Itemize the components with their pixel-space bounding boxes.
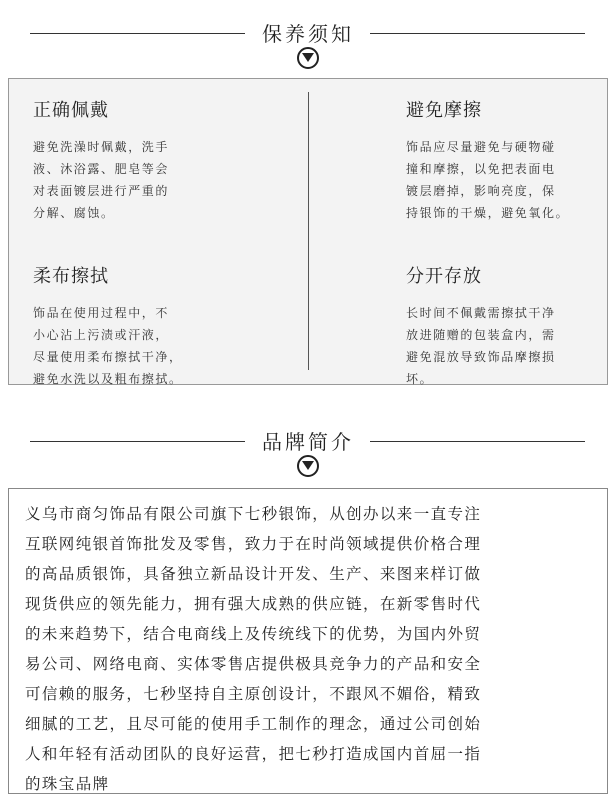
care-item-heading: 避免摩擦 bbox=[406, 100, 482, 121]
care-item-description bbox=[406, 136, 586, 224]
desc-line: 持银饰的干燥，避免氧化。 bbox=[406, 206, 570, 220]
care-item-description bbox=[33, 136, 213, 224]
care-item-separate-storage bbox=[406, 262, 586, 390]
care-item-description bbox=[406, 302, 586, 390]
chevron-down-icon bbox=[297, 455, 319, 477]
brand-line: 义乌市商匀饰品有限公司旗下七秒银饰，从创办以来一直专注 bbox=[25, 505, 482, 523]
desc-line: 撞和摩擦，以免把表面电 bbox=[406, 162, 556, 176]
desc-line: 小心沾上污渍或汗液， bbox=[33, 328, 170, 342]
brand-line: 的未来趋势下，结合电商线上及传统线下的优势，为国内外贸 bbox=[25, 625, 482, 643]
care-item-heading: 正确佩戴 bbox=[33, 100, 109, 121]
brand-line: 细腻的工艺，且尽可能的使用手工制作的理念，通过公司创始 bbox=[25, 715, 482, 733]
brand-line: 可信赖的服务，七秒坚持自主原创设计，不跟风不媚俗，精致 bbox=[25, 685, 482, 703]
desc-line: 避免混放导致饰品摩擦损 bbox=[406, 350, 556, 364]
brand-line: 的高品质银饰，具备独立新品设计开发、生产、来图来样订做 bbox=[25, 565, 482, 583]
brand-intro-text bbox=[25, 499, 593, 799]
brand-line: 互联网纯银首饰批发及零售，致力于在时尚领域提供价格合理 bbox=[25, 535, 482, 553]
care-item-soft-cloth bbox=[33, 262, 213, 390]
care-item-wear bbox=[33, 96, 213, 224]
care-item-avoid-friction bbox=[406, 96, 586, 224]
brand-line: 的珠宝品牌 bbox=[25, 775, 110, 793]
care-item-heading: 分开存放 bbox=[406, 266, 482, 287]
chevron-down-icon bbox=[297, 47, 319, 69]
desc-line: 放进随赠的包装盒内，需 bbox=[406, 328, 556, 342]
care-item-heading: 柔布擦拭 bbox=[33, 266, 109, 287]
desc-line: 饰品在使用过程中，不 bbox=[33, 306, 170, 320]
desc-line: 避免水洗以及粗布擦拭。 bbox=[33, 372, 183, 386]
care-section-title: 保养须知 bbox=[262, 22, 354, 46]
desc-line: 分解、腐蚀。 bbox=[33, 206, 115, 220]
desc-line: 避免洗澡时佩戴，洗手 bbox=[33, 140, 170, 154]
care-section-header bbox=[0, 0, 616, 70]
desc-line: 坏。 bbox=[406, 372, 434, 386]
desc-line: 对表面镀层进行严重的 bbox=[33, 184, 170, 198]
brand-section-header bbox=[0, 408, 616, 478]
brand-line: 人和年轻有活动团队的良好运营，把七秒打造成国内首屈一指 bbox=[25, 745, 482, 763]
header-divider-right bbox=[370, 33, 585, 34]
brand-line: 易公司、网络电商、实体零售店提供极具竞争力的产品和安全 bbox=[25, 655, 482, 673]
care-panel-divider bbox=[308, 92, 309, 370]
desc-line: 饰品应尽量避免与硬物碰 bbox=[406, 140, 556, 154]
brand-line: 现货供应的领先能力，拥有强大成熟的供应链，在新零售时代 bbox=[25, 595, 482, 613]
desc-line: 尽量使用柔布擦拭干净， bbox=[33, 350, 183, 364]
brand-section-title: 品牌简介 bbox=[262, 430, 354, 454]
desc-line: 长时间不佩戴需擦拭干净 bbox=[406, 306, 556, 320]
brand-intro-box bbox=[8, 488, 608, 794]
header-divider-right bbox=[370, 441, 585, 442]
desc-line: 液、沐浴露、肥皂等会 bbox=[33, 162, 170, 176]
desc-line: 镀层磨掉，影响亮度，保 bbox=[406, 184, 556, 198]
care-item-description bbox=[33, 302, 213, 390]
